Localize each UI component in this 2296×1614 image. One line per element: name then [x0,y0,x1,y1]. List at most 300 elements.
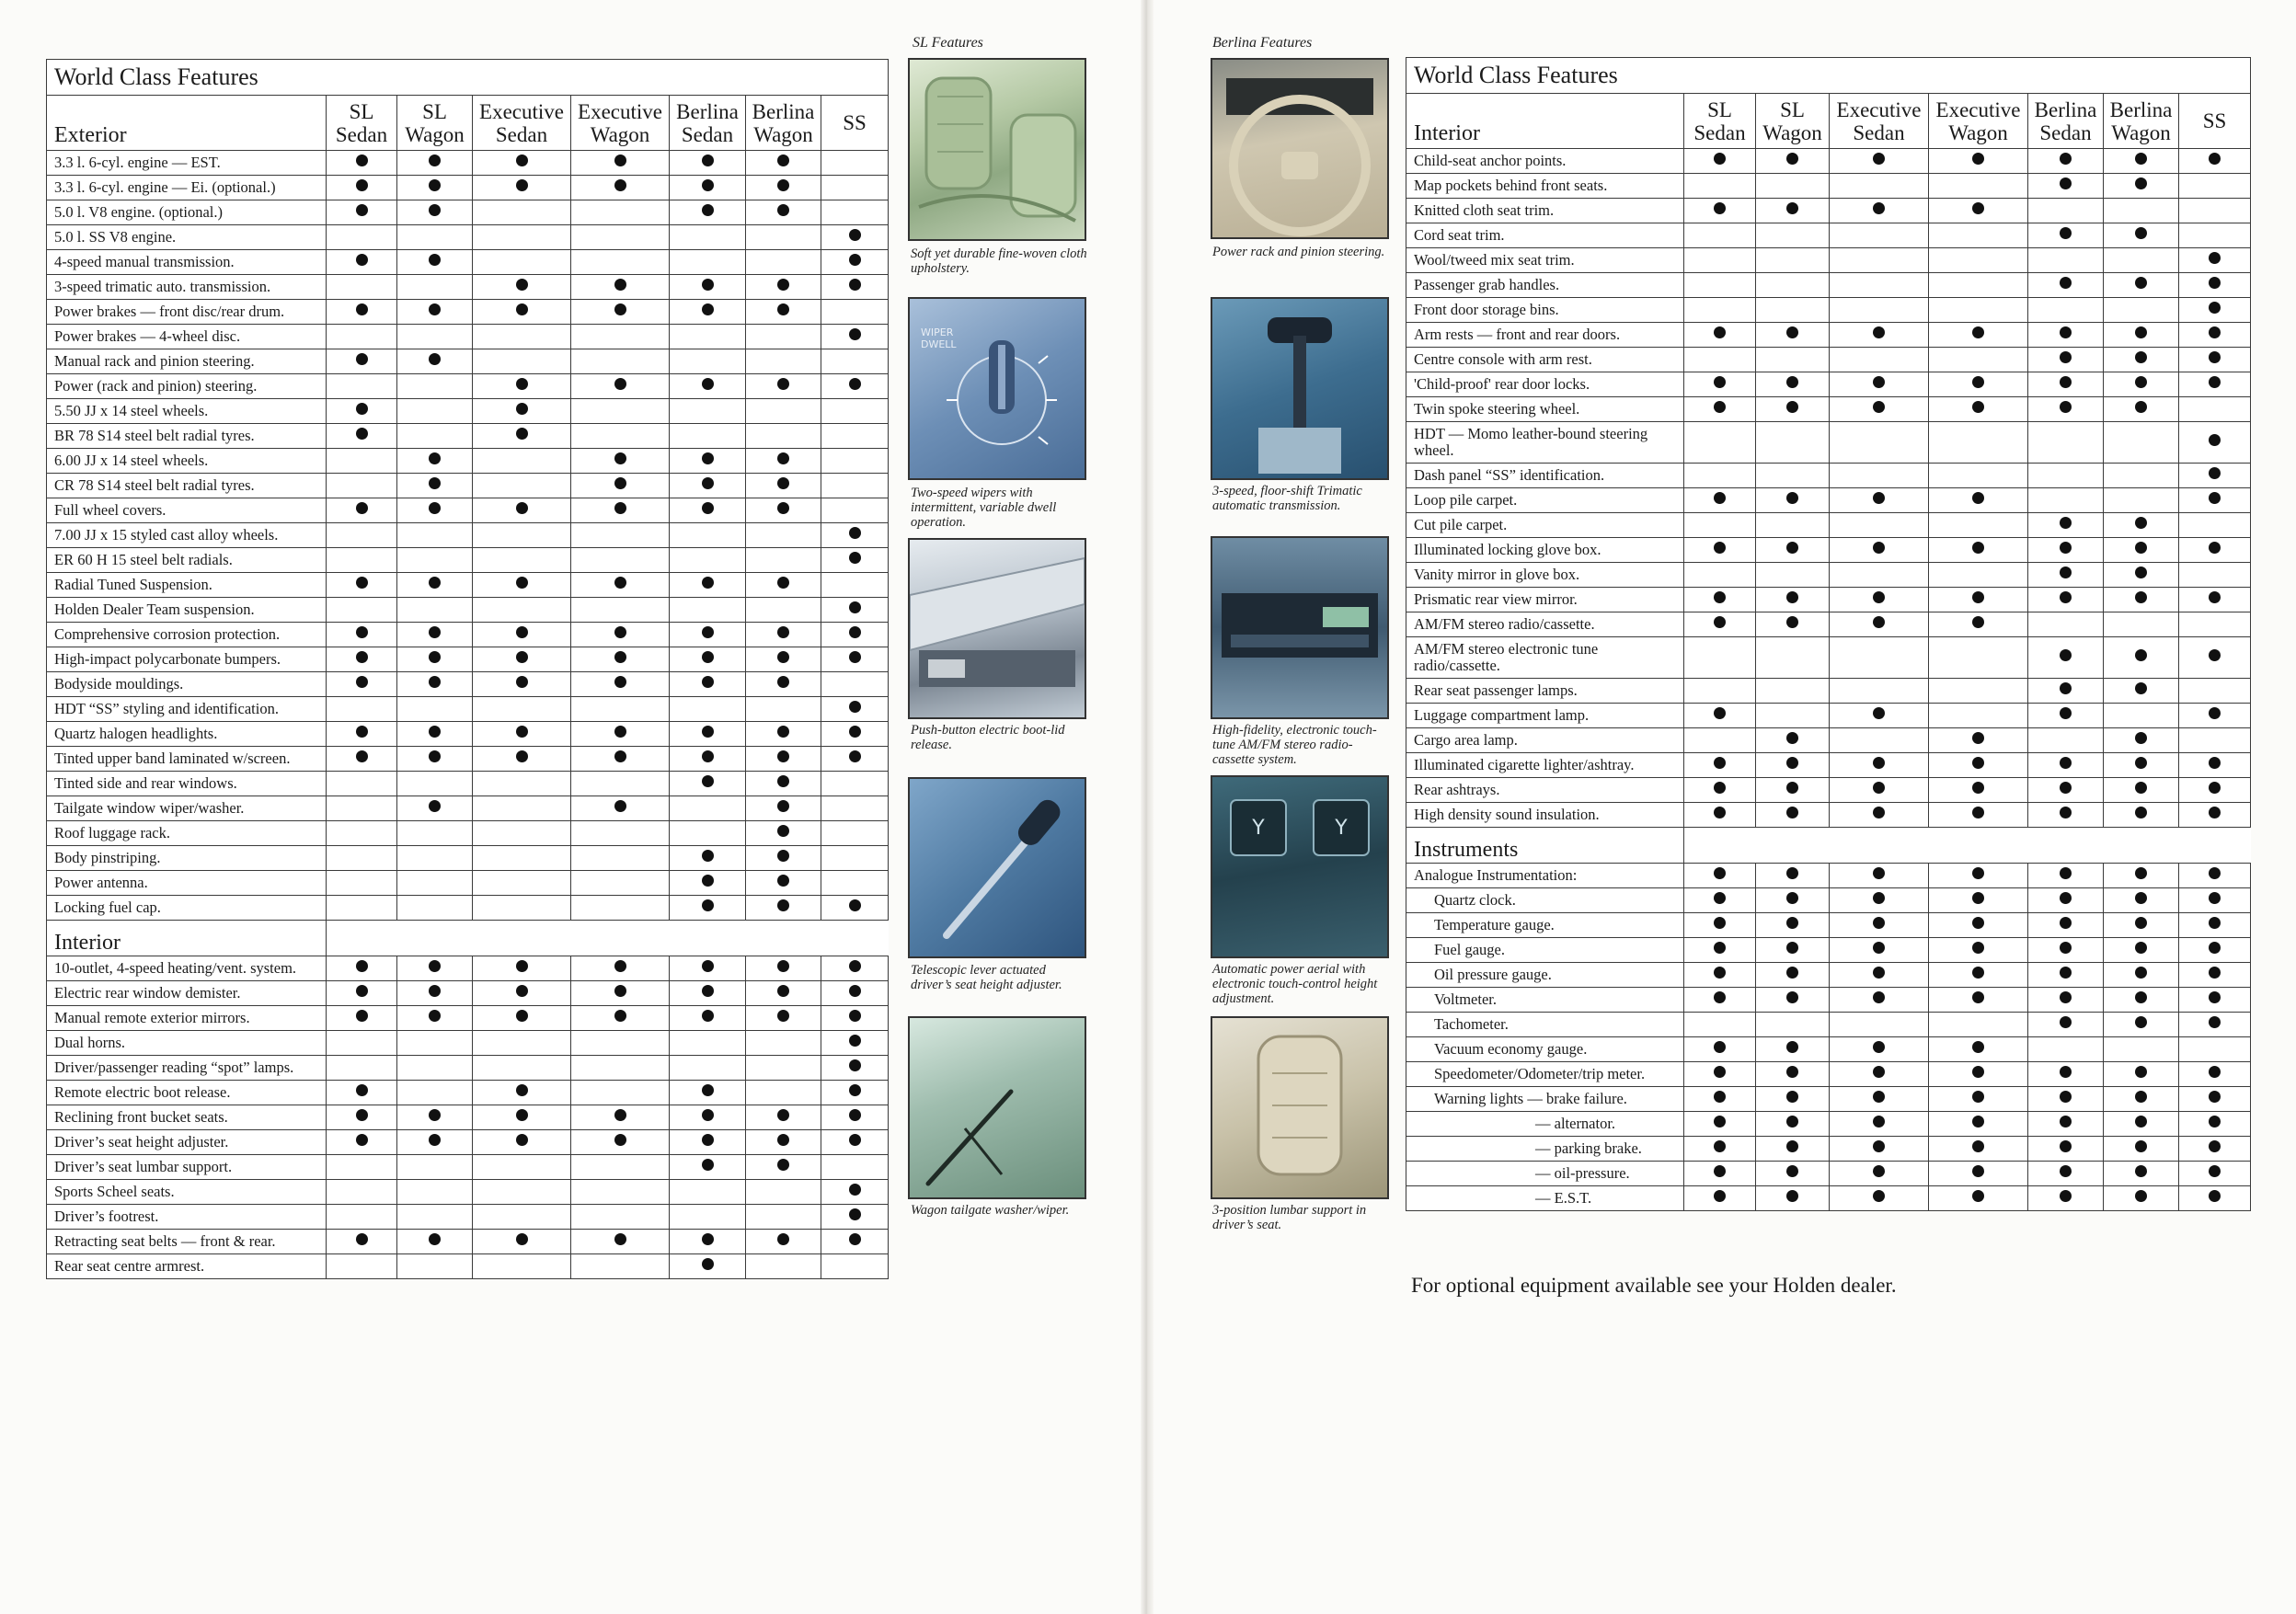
feature-cell [473,474,571,498]
included-dot [2135,892,2147,904]
included-dot [777,378,789,390]
feature-cell [1929,174,2028,199]
feature-cell [1929,538,2028,563]
included-dot [702,378,714,390]
feature-cell [571,225,670,250]
feature-cell [821,796,889,821]
included-dot [2135,1016,2147,1028]
feature-cell [571,1155,670,1180]
feature-cell [821,1180,889,1205]
feature-cell [2104,422,2179,464]
feature-cell [1830,1112,1929,1137]
feature-cell [1830,938,1929,963]
feature-cell [327,1205,397,1230]
included-dot [429,676,441,688]
feature-cell [397,325,473,349]
feature-cell [2179,913,2251,938]
feature-cell [821,151,889,176]
feature-label: Rear ashtrays. [1406,778,1684,803]
feature-cell [2028,298,2104,323]
included-dot [2209,782,2221,794]
feature-cell [746,523,821,548]
feature-cell [327,275,397,300]
column-header: Berlina Wagon [746,96,821,151]
svg-text:Y: Y [1252,817,1265,840]
included-dot [2060,707,2072,719]
feature-cell [2104,563,2179,588]
feature-cell [821,176,889,200]
included-dot [849,229,861,241]
table-row [47,523,889,548]
feature-cell [670,399,746,424]
feature-cell [1830,864,1929,888]
feature-cell [327,871,397,896]
feature-cell [2104,149,2179,174]
feature-cell [473,449,571,474]
included-dot [429,577,441,589]
included-dot [2135,277,2147,289]
feature-cell [2028,963,2104,988]
feature-cell [1684,174,1756,199]
feature-cell [821,846,889,871]
feature-cell [1684,273,1756,298]
included-dot [614,155,626,166]
aerial-buttons-illustration [1212,777,1387,956]
feature-cell [746,225,821,250]
feature-cell [2104,199,2179,223]
photo-tailgate-wiper [908,1016,1086,1199]
included-dot [777,279,789,291]
feature-label: High-impact polycarbonate bumpers. [47,647,327,672]
included-dot [2209,1190,2221,1202]
included-dot [2135,517,2147,529]
included-dot [614,676,626,688]
photo-power-aerial [1211,775,1389,958]
included-dot [777,899,789,911]
feature-cell [670,424,746,449]
feature-cell [1756,888,1830,913]
included-dot [2209,649,2221,661]
feature-cell [571,250,670,275]
feature-cell [1756,637,1830,679]
feature-label: Power antenna. [47,871,327,896]
feature-label: 3-speed trimatic auto. transmission. [47,275,327,300]
included-dot [516,1233,528,1245]
section-spacer [327,921,889,956]
table-row [1406,864,2251,888]
feature-cell [327,200,397,225]
feature-cell [397,1155,473,1180]
feature-cell [473,275,571,300]
table-row [47,1056,889,1081]
feature-cell [821,1130,889,1155]
feature-cell [1684,728,1756,753]
included-dot [2135,1091,2147,1103]
feature-cell [571,325,670,349]
included-dot [356,651,368,663]
feature-cell [473,956,571,981]
feature-cell [1830,397,1929,422]
section-header: Instruments [1406,828,1684,864]
feature-cell [571,598,670,623]
included-dot [2135,1066,2147,1078]
feature-cell [571,871,670,896]
included-dot [849,328,861,340]
table-row [1406,323,2251,348]
feature-cell [397,821,473,846]
feature-cell [397,956,473,981]
included-dot [1873,1165,1885,1177]
included-dot [1786,1066,1798,1078]
included-dot [516,403,528,415]
sl-features-heading: SL Features [913,35,983,51]
included-dot [2209,153,2221,165]
included-dot [1972,1165,1984,1177]
included-dot [1714,807,1726,818]
photo-wiper-dial [908,297,1086,480]
feature-cell [821,1230,889,1254]
feature-cell [1929,963,2028,988]
included-dot [2135,567,2147,578]
included-dot [849,552,861,564]
feature-cell [670,896,746,921]
included-dot [429,477,441,489]
feature-cell [746,747,821,772]
feature-cell [571,672,670,697]
feature-cell [1684,563,1756,588]
feature-label: Quartz clock. [1406,888,1684,913]
included-dot [1714,616,1726,628]
included-dot [614,800,626,812]
feature-cell [2104,753,2179,778]
included-dot [1873,1091,1885,1103]
feature-label: Speedometer/Odometer/trip meter. [1406,1062,1684,1087]
feature-cell [670,623,746,647]
feature-cell [397,846,473,871]
included-dot [614,452,626,464]
feature-label: Bodyside mouldings. [47,672,327,697]
feature-cell [1929,298,2028,323]
feature-cell [1756,1162,1830,1186]
feature-cell [1830,1137,1929,1162]
included-dot [702,1084,714,1096]
included-dot [1714,153,1726,165]
feature-label: Temperature gauge. [1406,913,1684,938]
feature-label: Analogue Instrumentation: [1406,864,1684,888]
table-row [1406,348,2251,372]
included-dot [777,155,789,166]
feature-cell [571,747,670,772]
feature-cell [327,956,397,981]
feature-cell [473,598,571,623]
feature-cell [1756,323,1830,348]
included-dot [702,1134,714,1146]
included-dot [702,875,714,887]
feature-label: Locking fuel cap. [47,896,327,921]
feature-cell [821,772,889,796]
feature-cell [1684,372,1756,397]
feature-cell [1684,1162,1756,1186]
feature-cell [473,1155,571,1180]
included-dot [614,651,626,663]
section-header: Interior [1406,94,1684,149]
feature-cell [821,1155,889,1180]
feature-label: Illuminated cigarette lighter/ashtray. [1406,753,1684,778]
included-dot [1873,401,1885,413]
included-dot [429,626,441,638]
feature-cell [746,722,821,747]
feature-label: 7.00 JJ x 15 styled cast alloy wheels. [47,523,327,548]
included-dot [702,577,714,589]
table-row [47,772,889,796]
table-row [47,300,889,325]
included-dot [2209,1116,2221,1128]
feature-cell [1756,464,1830,488]
feature-cell [2104,612,2179,637]
feature-cell [746,1254,821,1279]
feature-label: 5.0 l. SS V8 engine. [47,225,327,250]
feature-cell [397,200,473,225]
feature-cell [1929,248,2028,273]
feature-cell [1830,728,1929,753]
feature-cell [571,1230,670,1254]
included-dot [356,428,368,440]
feature-cell [746,647,821,672]
included-dot [1714,892,1726,904]
included-dot [1714,782,1726,794]
included-dot [1714,867,1726,879]
feature-cell [473,399,571,424]
included-dot [2209,967,2221,979]
feature-cell [2028,248,2104,273]
included-dot [1972,591,1984,603]
column-header: SL Sedan [327,96,397,151]
feature-cell [670,956,746,981]
caption: Telescopic lever actuated driver’s seat height adjuster. [911,963,1062,992]
feature-cell [821,349,889,374]
included-dot [2135,732,2147,744]
included-dot [2060,1116,2072,1128]
table-row [1406,888,2251,913]
photo-stereo [1211,536,1389,719]
feature-cell [746,548,821,573]
included-dot [2209,492,2221,504]
feature-cell [2104,538,2179,563]
feature-cell [2179,174,2251,199]
feature-cell [1684,199,1756,223]
feature-cell [1684,223,1756,248]
included-dot [516,750,528,762]
feature-label: 3.3 l. 6-cyl. engine — Ei. (optional.) [47,176,327,200]
feature-label: Tailgate window wiper/washer. [47,796,327,821]
included-dot [356,204,368,216]
included-dot [2060,942,2072,954]
feature-cell [397,1130,473,1155]
included-dot [429,800,441,812]
feature-cell [473,1056,571,1081]
feature-cell [2104,913,2179,938]
feature-cell [2028,223,2104,248]
included-dot [2060,401,2072,413]
feature-cell [746,374,821,399]
table-row [47,1180,889,1205]
included-dot [429,1109,441,1121]
included-dot [516,960,528,972]
included-dot [702,960,714,972]
table-row [47,1031,889,1056]
included-dot [1714,401,1726,413]
feature-cell [2028,679,2104,704]
feature-cell [473,523,571,548]
feature-cell [2028,864,2104,888]
feature-cell [2179,538,2251,563]
feature-label: Twin spoke steering wheel. [1406,397,1684,422]
included-dot [1873,492,1885,504]
included-dot [356,1134,368,1146]
table-row [47,151,889,176]
feature-cell [670,1081,746,1105]
included-dot [2135,807,2147,818]
table-row [47,498,889,523]
table-row [47,1130,889,1155]
feature-cell [2179,1062,2251,1087]
table-row [1406,1013,2251,1037]
feature-cell [821,200,889,225]
feature-cell [2179,963,2251,988]
included-dot [2060,1190,2072,1202]
table-row [47,449,889,474]
feature-cell [2028,888,2104,913]
feature-cell [1684,1037,1756,1062]
feature-cell [821,1081,889,1105]
included-dot [1873,542,1885,554]
feature-cell [821,523,889,548]
included-dot [2060,177,2072,189]
feature-cell [2028,1062,2104,1087]
included-dot [356,1109,368,1121]
feature-cell [327,1056,397,1081]
caption: Soft yet durable fine-woven cloth upholstery. [911,246,1087,276]
feature-cell [327,623,397,647]
included-dot [2135,757,2147,769]
feature-label: Cut pile carpet. [1406,513,1684,538]
included-dot [1786,782,1798,794]
included-dot [777,1233,789,1245]
feature-cell [670,1031,746,1056]
feature-cell [821,399,889,424]
table-row [1406,464,2251,488]
table-row [47,200,889,225]
feature-cell [1684,1186,1756,1211]
feature-cell [1929,988,2028,1013]
included-dot [702,155,714,166]
feature-cell [473,1006,571,1031]
included-dot [1714,917,1726,929]
feature-cell [571,151,670,176]
feature-cell [571,1254,670,1279]
feature-label: Vacuum economy gauge. [1406,1037,1684,1062]
photo-seat-lever [908,777,1086,958]
feature-cell [1756,1137,1830,1162]
included-dot [1786,153,1798,165]
feature-cell [746,474,821,498]
included-dot [777,452,789,464]
included-dot [2060,649,2072,661]
included-dot [1972,202,1984,214]
section-header-row [1406,828,2251,864]
table-row [47,250,889,275]
feature-cell [670,573,746,598]
feature-cell [2179,728,2251,753]
feature-cell [327,300,397,325]
feature-cell [2028,913,2104,938]
feature-cell [473,697,571,722]
included-dot [2060,867,2072,879]
shifter-illustration [1212,299,1387,478]
feature-cell [2028,753,2104,778]
feature-cell [571,523,670,548]
included-dot [2209,1140,2221,1152]
feature-label: HDT “SS” styling and identification. [47,697,327,722]
included-dot [777,1134,789,1146]
table-title: World Class Features [47,60,889,96]
feature-cell [397,697,473,722]
feature-cell [746,896,821,921]
included-dot [429,651,441,663]
feature-cell [1756,913,1830,938]
feature-cell [397,981,473,1006]
feature-cell [1830,488,1929,513]
feature-cell [821,821,889,846]
feature-cell [571,647,670,672]
included-dot [1714,591,1726,603]
feature-cell [397,896,473,921]
feature-cell [473,747,571,772]
feature-cell [2104,298,2179,323]
included-dot [1714,1091,1726,1103]
included-dot [516,378,528,390]
feature-cell [1929,273,2028,298]
included-dot [1873,326,1885,338]
feature-cell [397,1230,473,1254]
table-row [47,796,889,821]
table-row [1406,938,2251,963]
feature-cell [2179,298,2251,323]
feature-cell [2028,174,2104,199]
feature-cell [1684,1112,1756,1137]
feature-cell [1756,612,1830,637]
feature-cell [327,1230,397,1254]
feature-cell [1756,938,1830,963]
included-dot [1873,202,1885,214]
feature-cell [2028,464,2104,488]
feature-cell [1830,637,1929,679]
feature-cell [327,1081,397,1105]
feature-cell [821,225,889,250]
feature-label: — alternator. [1406,1112,1684,1137]
table-row [47,275,889,300]
feature-label: Oil pressure gauge. [1406,963,1684,988]
included-dot [1786,1041,1798,1053]
feature-cell [746,449,821,474]
feature-cell [1684,323,1756,348]
included-dot [516,155,528,166]
feature-cell [473,871,571,896]
feature-cell [571,981,670,1006]
included-dot [702,303,714,315]
feature-cell [670,747,746,772]
included-dot [849,1059,861,1071]
